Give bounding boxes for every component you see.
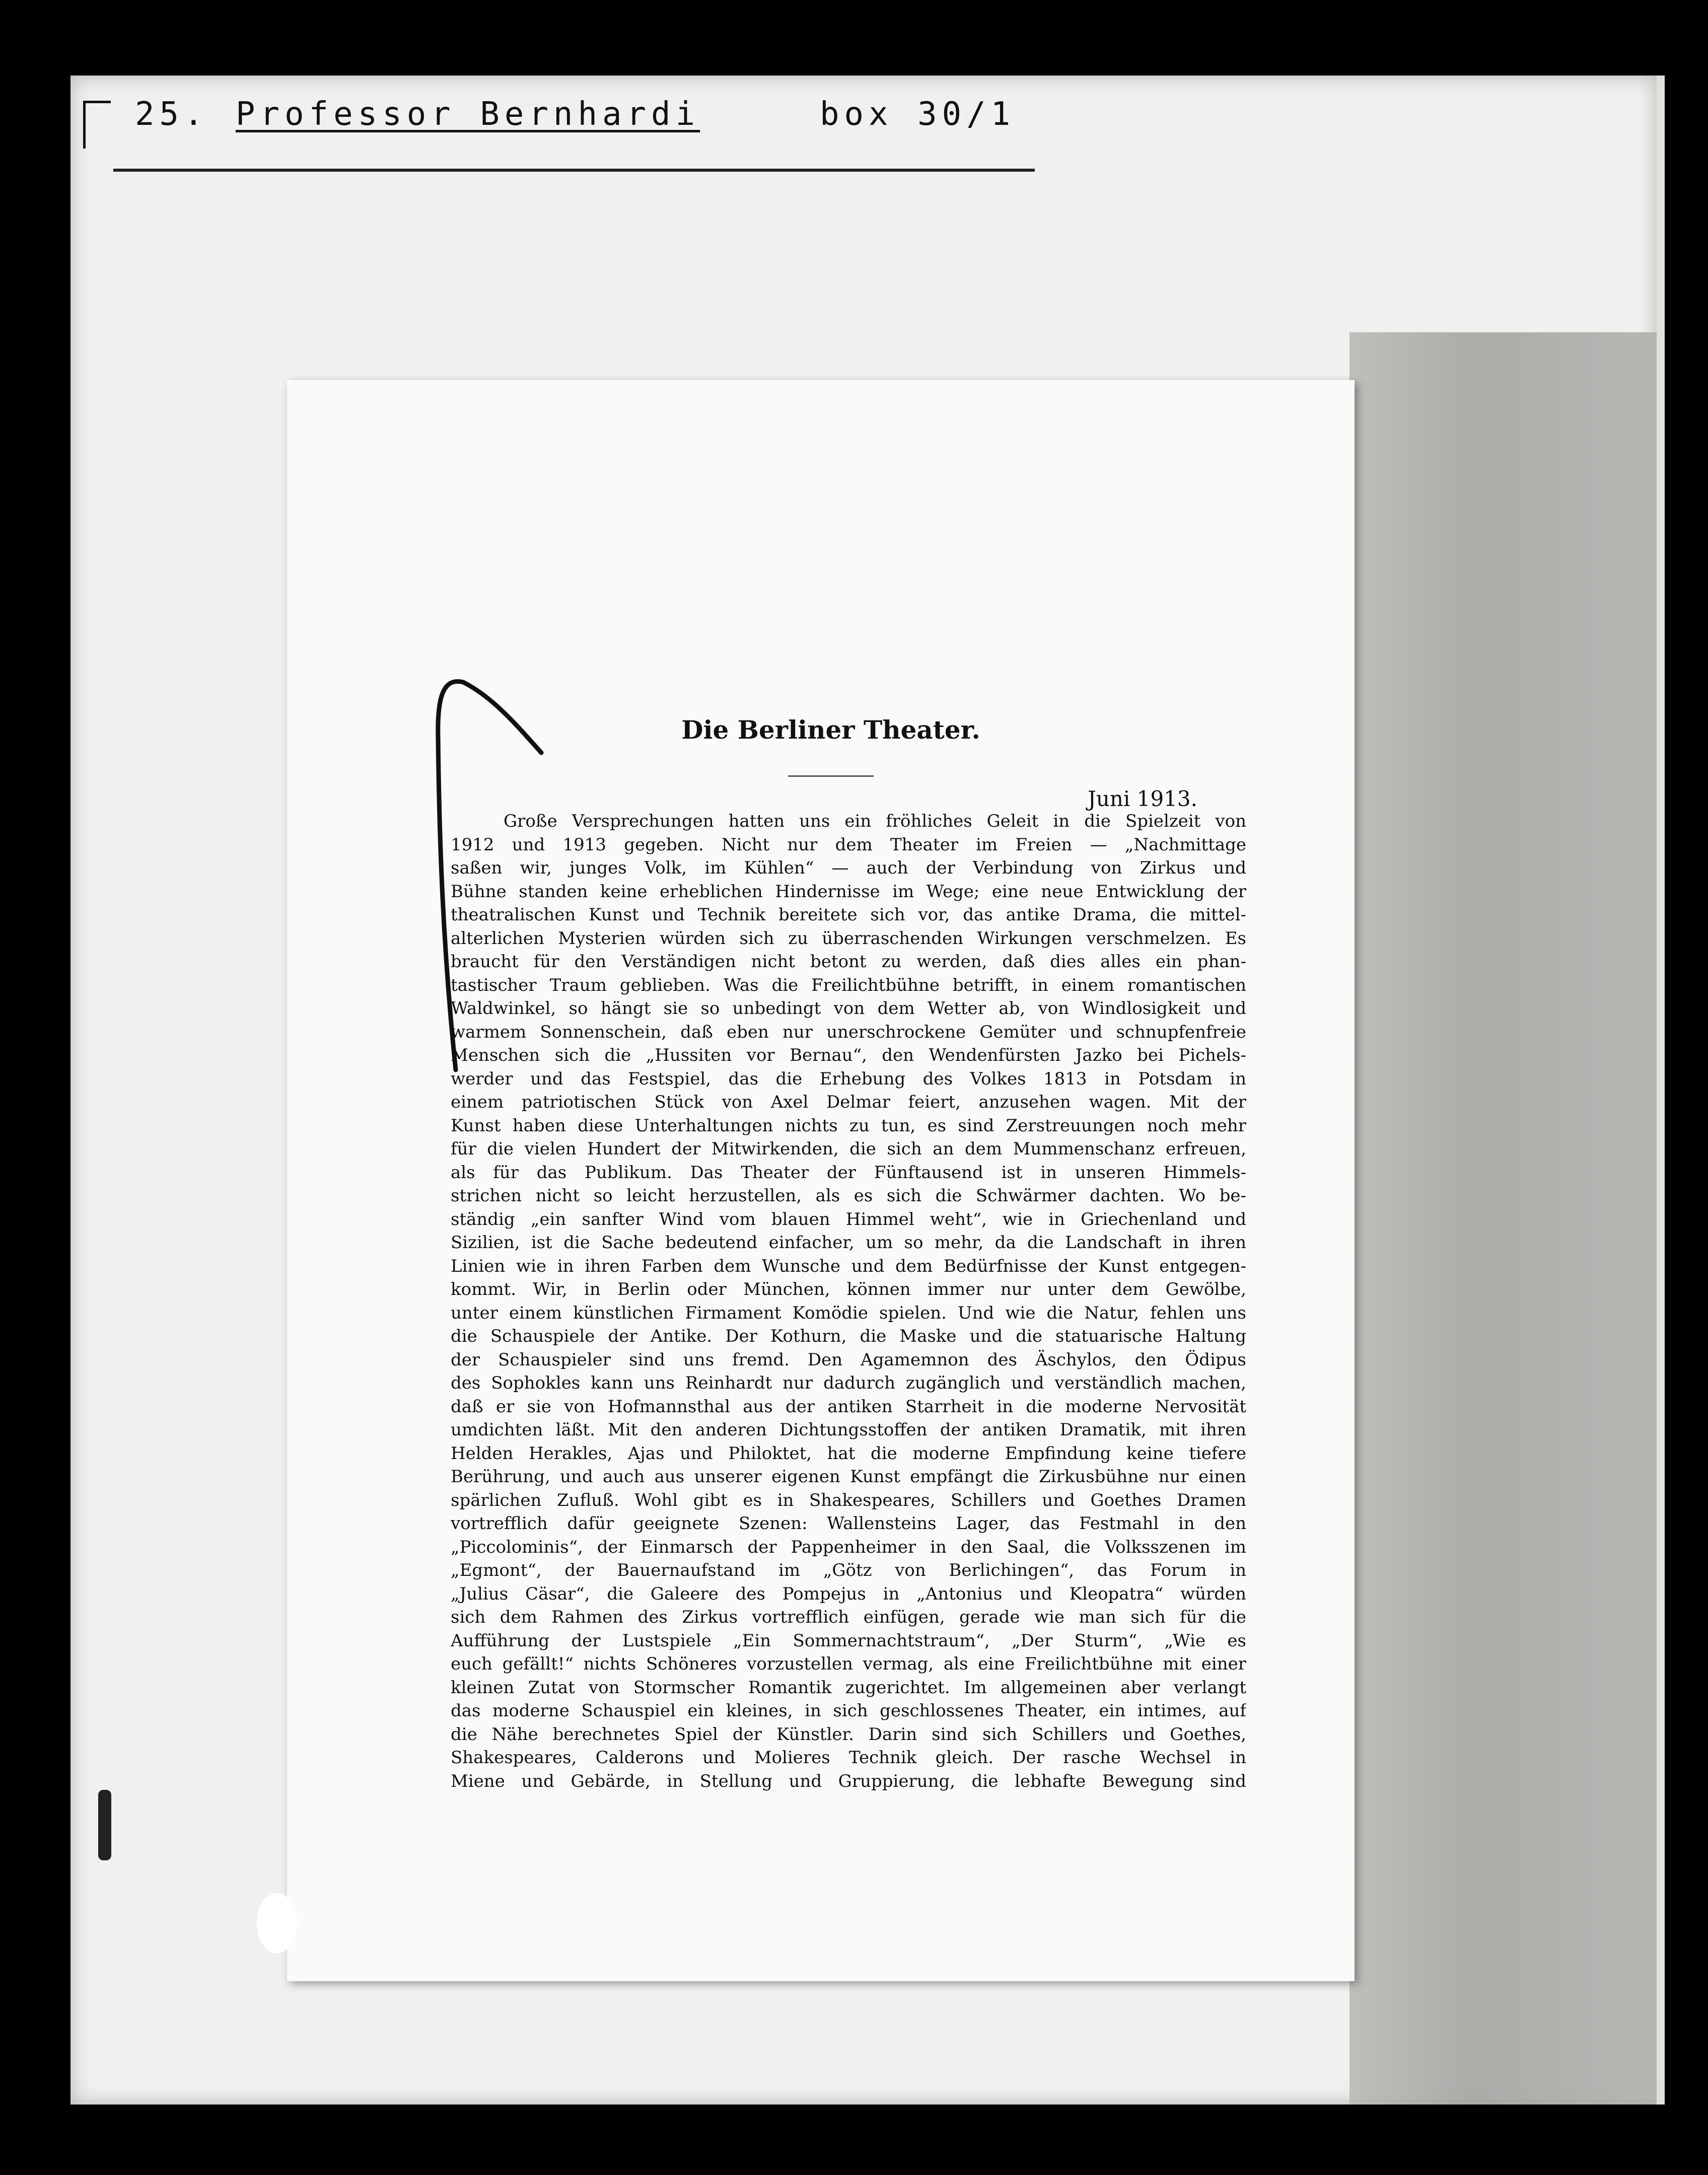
article-line: des Sophokles kann uns Reinhardt nur dadurch zugänglich und verständlich machen, bbox=[451, 1373, 1246, 1393]
article-line: kommt. Wir, in Berlin oder München, können immer nur unter dem Gewölbe, bbox=[451, 1279, 1246, 1299]
article-line: strichen nicht so leicht herzustellen, als es sich die Schwärmer dachten. Wo be- bbox=[451, 1186, 1246, 1206]
article-line: Große Versprechungen hatten uns ein fröhliches Geleit in die Spielzeit von bbox=[504, 811, 1246, 831]
article-line: für die vielen Hundert der Mitwirkenden, die sich an dem Mummenschanz erfreuen, bbox=[451, 1139, 1246, 1159]
article-line: „Julius Cäsar“, die Galeere des Pompejus in „Antonius und Kleopatra“ würden bbox=[451, 1583, 1246, 1604]
article-line: Berührung, und auch aus unserer eigenen Kunst empfängt die Zirkusbühne nur einen bbox=[451, 1467, 1246, 1487]
article-line: „Piccolominis“, der Einmarsch der Pappenheimer in den Saal, die Volksszenen im bbox=[451, 1537, 1246, 1557]
article-line: vortrefflich dafür geeignete Szenen: Wallensteins Lager, das Festmahl in den bbox=[451, 1513, 1246, 1534]
article-line: Bühne standen keine erheblichen Hindernisse im Wege; eine neue Entwicklung der bbox=[451, 881, 1246, 902]
background-shadow bbox=[1349, 332, 1657, 2105]
article-line: Aufführung der Lustspiele „Ein Sommernachtstraum“, „Der Sturm“, „Wie es bbox=[451, 1630, 1246, 1651]
header-rule bbox=[113, 169, 1035, 172]
article-line: der Schauspieler sind uns fremd. Den Agamemnon des Äschylos, den Ödipus bbox=[451, 1349, 1246, 1370]
article-line: alterlichen Mysterien würden sich zu überraschenden Wirkungen verschmelzen. Es bbox=[451, 928, 1246, 949]
folder-title: Professor Bernhardi bbox=[236, 96, 700, 133]
article-title: Die Berliner Theater. bbox=[681, 715, 980, 745]
article-line: Menschen sich die „Hussiten vor Bernau“, den Wendenfürsten Jazko bei Pichels- bbox=[451, 1045, 1246, 1065]
article-line: Waldwinkel, so hängt sie so unbedingt von dem Wetter ab, von Windlosigkeit und bbox=[451, 998, 1246, 1019]
article-line: einem patriotischen Stück von Axel Delmar feiert, anzusehen wagen. Mit der bbox=[451, 1092, 1246, 1112]
article-line: Sizilien, ist die Sache bedeutend einfacher, um so mehr, da die Landschaft in ihren bbox=[451, 1232, 1246, 1253]
article-line: tastischer Traum geblieben. Was die Freilichtbühne betrifft, in einem romantischen bbox=[451, 975, 1246, 995]
article-line: Linien wie in ihren Farben dem Wunsche und dem Bedürfnisse der Kunst entgegen- bbox=[451, 1256, 1246, 1276]
box-label: box 30/1 bbox=[820, 96, 1016, 133]
article-line: euch gefällt!“ nichts Schöneres vorzustellen vermag, als eine Freilichtbühne mit einer bbox=[451, 1654, 1246, 1674]
article-line: die Nähe berechnetes Spiel der Künstler. Darin sind sich Schillers und Goethes, bbox=[451, 1724, 1246, 1745]
title-divider bbox=[788, 775, 874, 777]
article-line: kleinen Zutat von Stormscher Romantik zugerichtet. Im allgemeinen aber verlangt bbox=[451, 1677, 1246, 1698]
edge-blot bbox=[98, 1790, 111, 1860]
article-line: Kunst haben diese Unterhaltungen nichts zu tun, es sind Zerstreuungen noch mehr bbox=[451, 1115, 1246, 1136]
article-line: die Schauspiele der Antike. Der Kothurn, die Maske und die statuarische Haltung bbox=[451, 1326, 1246, 1346]
article-line: ständig „ein sanfter Wind vom blauen Himmel weht“, wie in Griechenland und bbox=[451, 1209, 1246, 1229]
article-body bbox=[451, 810, 1246, 1793]
article-line: saßen wir, junges Volk, im Kühlen“ — auch der Verbindung von Zirkus und bbox=[451, 858, 1246, 878]
article-line: umdichten läßt. Mit den anderen Dichtungsstoffen der antiken Dramatik, mit ihren bbox=[451, 1420, 1246, 1440]
article-line: 1912 und 1913 gegeben. Nicht nur dem Theater im Freien — „Nachmittage bbox=[451, 834, 1246, 855]
article-line: daß er sie von Hofmannsthal aus der antiken Starrheit in die moderne Nervosität bbox=[451, 1396, 1246, 1417]
article-line: „Egmont“, der Bauernaufstand im „Götz von Berlichingen“, das Forum in bbox=[451, 1560, 1246, 1580]
edge-blot bbox=[257, 1893, 297, 1953]
folder-number: 25. bbox=[135, 96, 208, 133]
article-line: Helden Herakles, Ajas und Philoktet, hat die moderne Empfindung keine tiefere bbox=[451, 1443, 1246, 1464]
article-line: unter einem künstlichen Firmament Komödie spielen. Und wie die Natur, fehlen uns bbox=[451, 1302, 1246, 1323]
article-line: als für das Publikum. Das Theater der Fünftausend ist in unseren Himmels- bbox=[451, 1162, 1246, 1183]
article-line: sich dem Rahmen des Zirkus vortrefflich einfügen, gerade wie man sich für die bbox=[451, 1607, 1246, 1627]
article-line: Miene und Gebärde, in Stellung und Gruppierung, die lebhafte Bewegung sind bbox=[451, 1771, 1246, 1791]
article-date: Juni 1913. bbox=[1088, 786, 1197, 811]
article-line: Shakespeares, Calderons und Molieres Technik gleich. Der rasche Wechsel in bbox=[451, 1748, 1246, 1768]
article-line: spärlichen Zufluß. Wohl gibt es in Shakespeares, Schillers und Goethes Dramen bbox=[451, 1490, 1246, 1510]
article-line: warmem Sonnenschein, daß eben nur unerschrockene Gemüter und schnupfenfreie bbox=[451, 1022, 1246, 1042]
sheet-right-edge bbox=[1657, 76, 1665, 2105]
header-corner-mark bbox=[83, 101, 111, 149]
article-line: theatralischen Kunst und Technik bereitete sich vor, das antike Drama, die mittel- bbox=[451, 905, 1246, 925]
article-line: das moderne Schauspiel ein kleines, in sich geschlossenes Theater, ein intimes, auf bbox=[451, 1701, 1246, 1721]
article-line: werder und das Festspiel, das die Erhebung des Volkes 1813 in Potsdam in bbox=[451, 1068, 1246, 1089]
article-line: braucht für den Verständigen nicht betont zu werden, daß dies alles ein phan- bbox=[451, 952, 1246, 972]
